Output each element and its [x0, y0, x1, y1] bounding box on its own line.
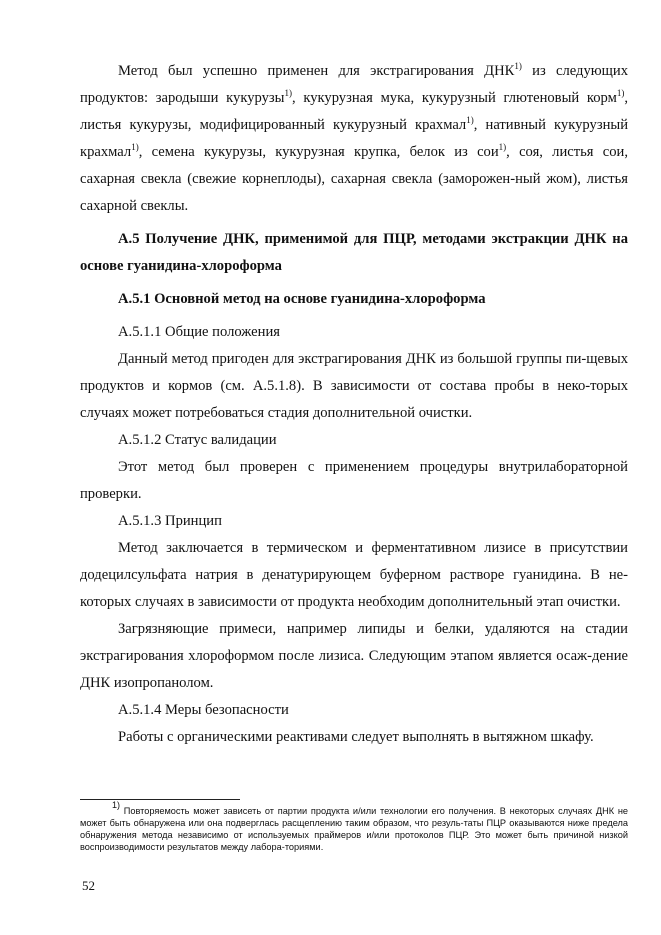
footnote-divider [80, 799, 240, 800]
subsection-title: А.5.1.4 Меры безопасности [118, 702, 289, 718]
paragraph: Метод заключается в термическом и ферментативном лизисе в присутствии додецилсульфата натрия в денатурирующем буферном растворе гуанидина. В не-которых случаях в зависимости от продукта необходим дополнительный этап очистки. [80, 540, 628, 610]
footnote-marker: 1) [112, 800, 121, 810]
footnote-ref: 1) [498, 142, 507, 152]
footnote-ref: 1) [131, 142, 139, 152]
document-body [80, 58, 628, 751]
paragraph: Данный метод пригоден для экстрагирования ДНК из большой группы пи-щевых продуктов и кормов (см. А.5.1.8). В зависимости от состава пробы в неко-торых случаях может потребоваться стадия дополнительной очистки. [80, 351, 628, 421]
footnote-ref: 1) [466, 115, 474, 125]
paragraph: Этот метод был проверен с применением процедуры внутрилабораторной проверки. [80, 459, 628, 502]
page-number: 52 [82, 878, 95, 893]
footnote-ref: 1) [616, 88, 625, 98]
section-heading-a51: А.5.1 Основной метод на основе гуанидина-хлороформа [118, 291, 486, 307]
subsection-title: А.5.1.2 Статус валидации [118, 432, 277, 448]
footnote-ref: 1) [284, 88, 292, 98]
footnote [80, 800, 628, 853]
section-heading-a5: А.5 Получение ДНК, применимой для ПЦР, методами экстракции ДНК на основе гуанидина-хлороформа [80, 231, 628, 274]
footnote-text: Повторяемость может зависеть от партии продукта и/или технологии его получения. В некоторых случаях ДНК не может быть обнаружена или она подверглась расщеплению таким образом, что резуль-таты ПЦР оказываются ниже предела обнаружения метода независимо от используемых праймеров и/или протоколов ПЦР. Это может быть причиной низкой воспроизводимости результатов между лабора-ториями. [80, 806, 628, 852]
subsection-title: А.5.1.1 Общие положения [118, 324, 280, 340]
paragraph: Работы с органическими реактивами следует выполнять в вытяжном шкафу. [118, 729, 594, 745]
subsection-title: А.5.1.3 Принцип [118, 513, 222, 529]
paragraph: Загрязняющие примеси, например липиды и белки, удаляются на стадии экстрагирования хлороформом после лизиса. Следующим этапом является осаж-дение ДНК изопропанолом. [80, 621, 628, 691]
footnote-ref: 1) [514, 61, 522, 71]
intro-paragraph: Метод был успешно применен для экстрагирования ДНК$^{1)}$ из следующих продуктов: зародыши кукурузы$^{1)}$, кукурузная мука, кукурузный глютеновый корм$^{1)}$, листья кукурузы, модифицированный кукурузный крахмал$^{1)}$, нативный кукурузный крахмал$^{1)}$, семена кукурузы, кукурузная крупка, белок из сои$^{1)}$, соя, листья сои, сахарная свекла (свежие корнеплоды), сахарная свекла (заморожен-ный жом), листья сахарной свеклы. [80, 61, 629, 214]
